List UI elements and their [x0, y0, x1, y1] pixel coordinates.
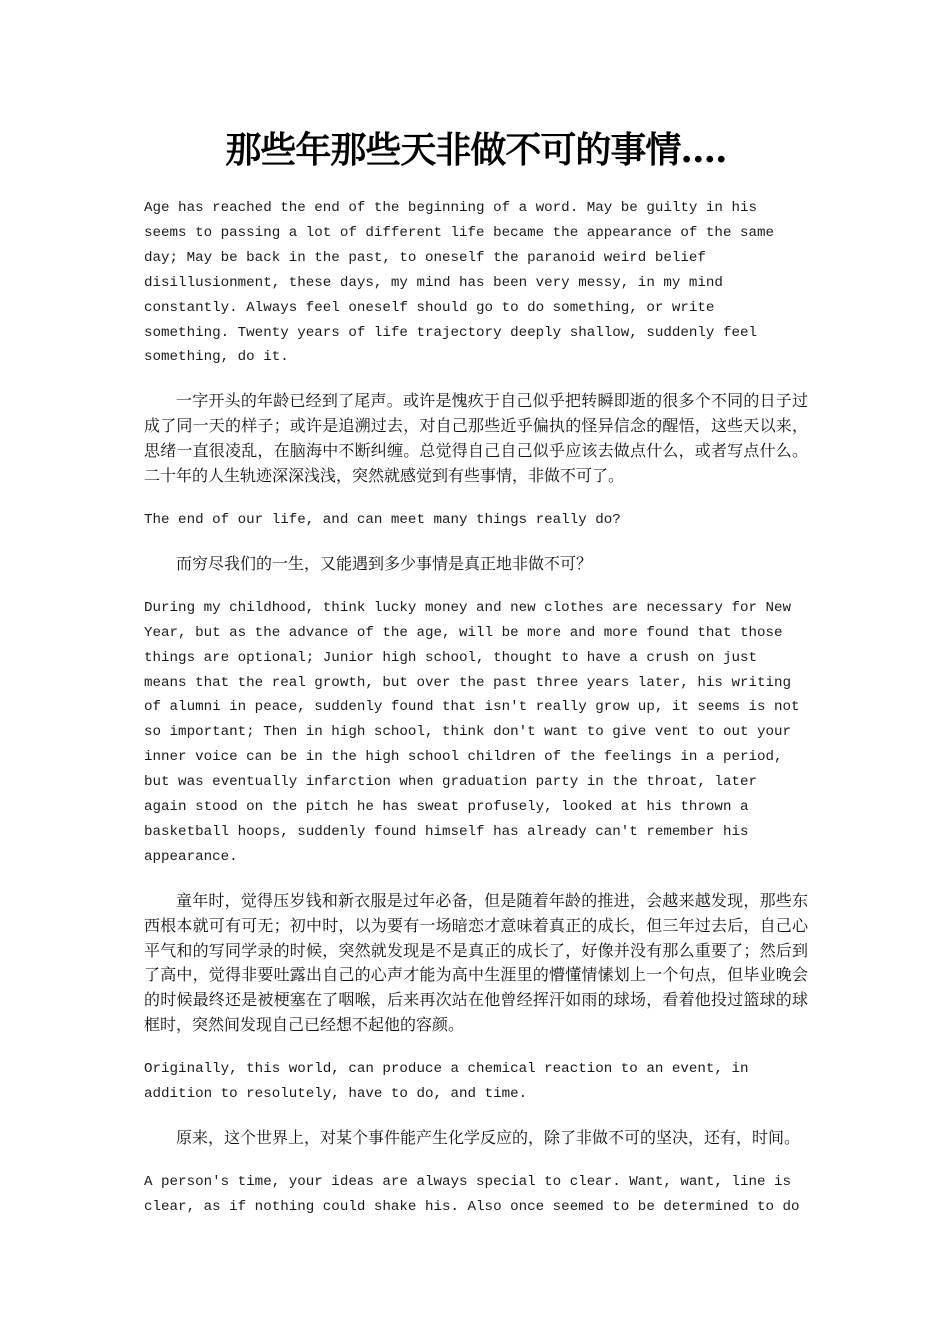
paragraph-en-1: Age has reached the end of the beginning of a word. May be guilty in his seems to passing a lot of different life became the appearance of the same day; May be back in the past, to oneself the paranoid weird belief disillusionment, these days, my mind has been very messy, in my mind constantly. Always feel oneself should go to do something, or write something. Twenty years of life trajectory deeply shallow, suddenly feel something, do it.: [144, 200, 775, 366]
document-title: 那些年那些天非做不可的事情....: [225, 129, 727, 171]
paragraph-zh-1: 一字开头的年龄已经到了尾声。或许是愧疚于自己似乎把转瞬即逝的很多个不同的日子过成了同一天的样子；或许是追溯过去，对自己那些近乎偏执的怪异信念的醒悟，这些天以来，思绪一直很凌乱，在脑海中不断纠缠。总觉得自己自己似乎应该去做点什么，或者写点什么。二十年的人生轨迹深深浅浅，突然就感觉到有些事情，非做不可了。: [144, 391, 808, 486]
paragraph-zh-4: 原来，这个世界上，对某个事件能产生化学反应的，除了非做不可的坚决，还有，时间。: [176, 1128, 801, 1147]
document-page: [144, 124, 808, 1239]
paragraph-en-4: Originally, this world, can produce a chemical reaction to an event, in addition to resolutely, have to do, and time.: [144, 1061, 749, 1103]
paragraph-en-3: During my childhood, think lucky money and new clothes are necessary for New Year, but as the advance of the age, will be more and more found that those things are optional; Junior high school, thought to have a crush on just means that the real growth, but over the past three years later, his writing of alumni in peace, suddenly found that isn't really grow up, it seems is not so important; Then in high school, think don't want to give vent to out your inner voice can be in the high school children of the feelings in a period, but was eventually infarction when graduation party in the throat, later again stood on the pitch he has sweat profusely, looked at his thrown a basketball hoops, suddenly found himself has already can't remember his appearance.: [144, 599, 800, 865]
paragraph-zh-2: 而穷尽我们的一生，又能遇到多少事情是真正地非做不可？: [176, 553, 593, 573]
paragraph-en-5: A person's time, your ideas are always special to clear. Want, want, line is clear, as if nothing could shake his. Also once seemed to be determined to do: [144, 1173, 800, 1215]
paragraph-zh-3: 童年时，觉得压岁钱和新衣服是过年必备，但是随着年龄的推进，会越来越发现，那些东西根本就可有可无；初中时，以为要有一场暗恋才意味着真正的成长，但三年过去后，自己心平气和的写同学录的时候，突然就发现是不是真正的成长了，好像并没有那么重要了；然后到了高中，觉得非要吐露出自己的心声才能为高中生涯里的懵懂情愫划上一个句点，但毕业晚会的时候最终还是被梗塞在了咽喉，后来再次站在他曾经挥汗如雨的球场，看着他投过篮球的球框时，突然间发现自己已经想不起他的容颜。: [144, 890, 808, 1035]
paragraph-en-2: The end of our life, and can meet many things really do?: [144, 511, 621, 528]
